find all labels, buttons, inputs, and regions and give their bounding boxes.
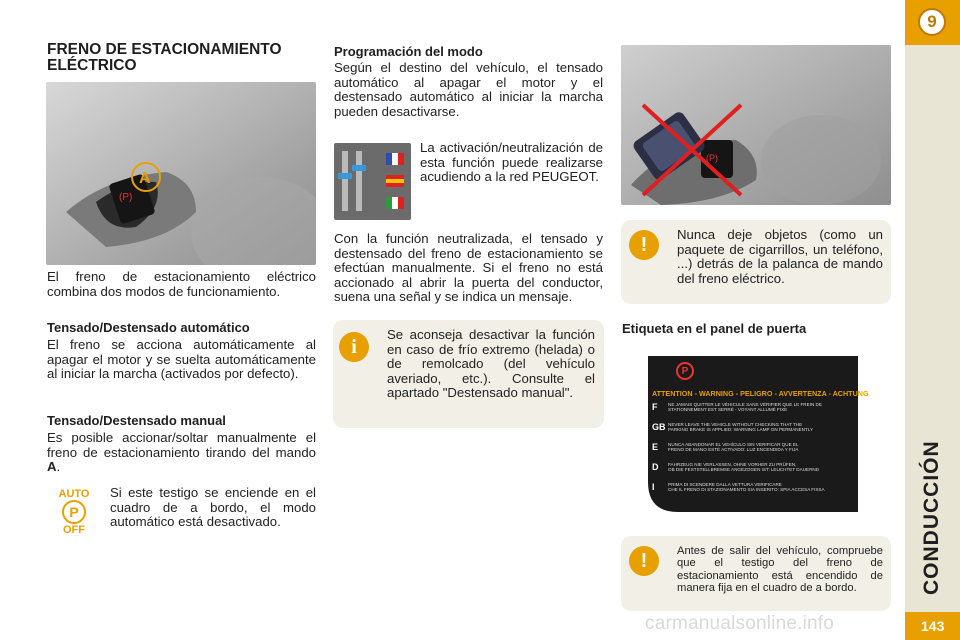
warning-icon-objects: ! <box>629 230 659 260</box>
programming-heading: Programación del modo <box>334 44 483 59</box>
auto-off-warning-icon <box>52 488 96 540</box>
manual-heading: Tensado/Destensado manual <box>47 413 226 428</box>
manual-text-ref: A <box>47 459 57 475</box>
door-label-row-line2: STATIONNEMENT EST SERRÉ - VOYANT ALLUMÉ FIXE <box>668 407 788 413</box>
programming-text2: La activación/neutralización de esta función puede realizarse acudiendo a la red PEUGEOT. <box>420 140 603 185</box>
section-title: CONDUCCIÓN <box>920 440 943 595</box>
door-label-row-line2: PARKING BRAKE IS APPLIED: WARNING LAMP ON PERMANENTLY <box>668 427 814 433</box>
door-label-row <box>652 482 856 502</box>
page-title-line2: ELÉCTRICO <box>47 57 137 74</box>
warning-check-text: Antes de salir del vehículo, compruebe que el testigo del freno de estacionamiento está encendido de manera fija en el cuadro de a bordo. <box>677 545 883 594</box>
photo-label-a: A <box>139 170 151 187</box>
chapter-number: 9 <box>927 12 937 31</box>
page-title <box>47 42 327 74</box>
door-label-row-code: F <box>652 402 658 412</box>
door-label-row-line1: FAHRZEUG NIE VERLASSEN, OHNE VORHER ZU PRÜFEN, <box>668 462 797 467</box>
forbidden-objects-photo <box>621 45 891 205</box>
door-label-row <box>652 402 856 422</box>
door-label-row-line2: OB DIE FESTSTELLBREMSE ANGEZOGEN IST: LEUCHTET DAUERND <box>668 467 820 473</box>
auto-off-icon-symbol: P <box>69 504 79 520</box>
warning-objects-text: Nunca deje objetos (como un paquete de cigarrillos, un teléfono, ...) detrás de la palanca de mando del freno eléctrico. <box>677 227 883 286</box>
programming-text1: Según el destino del vehículo, el tensado automático al apagar el motor y el destensado automático al iniciar la marcha pueden desactivarse. <box>334 60 603 119</box>
info-text: Se aconseja desactivar la función en caso de frío extremo (helada) o de remolcado (del vehículo averiado, etc.). Consulte el apartado "Destensado manual". <box>387 327 595 401</box>
auto-off-icon-bottom: OFF <box>63 524 85 536</box>
door-label-row-line1: NEVER LEAVE THE VEHICLE WITHOUT CHECKING THAT THE <box>668 422 803 427</box>
auto-off-text: Si este testigo se enciende en el cuadro de a bordo, el modo automático está desactivado. <box>110 485 316 530</box>
auto-heading: Tensado/Destensado automático <box>47 320 250 335</box>
door-label-row-line1: NUNCA ABANDONAR EL VEHÍCULO SIN VERIFICAR QUE EL <box>668 442 799 447</box>
door-label-row-text <box>668 422 813 442</box>
door-label-row <box>652 462 856 482</box>
door-label-rows <box>652 402 856 502</box>
door-label-brake-symbol <box>676 362 694 380</box>
info-icon: i <box>339 332 369 362</box>
svg-text:(P): (P) <box>706 153 718 163</box>
page-number: 143 <box>921 618 945 634</box>
door-label-row-text <box>668 462 819 482</box>
page-number-box <box>905 612 960 640</box>
auto-off-icon-top: AUTO <box>58 488 90 500</box>
door-label-header: ATTENTION - WARNING - PELIGRO - AVVERTENZA - ACHTUNG <box>652 389 869 398</box>
door-label-row-text <box>668 402 822 422</box>
door-label-row <box>652 442 856 462</box>
door-label-row-code: E <box>652 442 659 452</box>
watermark: carmanualsonline.info <box>645 613 835 634</box>
auto-text: El freno se acciona automáticamente al apagar el motor y se suelta automáticamente al iniciar la marcha (activados por defecto). <box>47 337 316 382</box>
door-label-row <box>652 422 856 442</box>
warning-box-check <box>621 536 891 611</box>
door-panel-label <box>648 356 869 512</box>
auto-off-icon-symbol-ring <box>62 500 86 524</box>
door-label-row-line2: CHE IL FRENO DI STAZIONAMENTO SIA INSERITO: SPIA ACCESA FISSA <box>668 487 825 493</box>
diagnostic-tool-icon <box>334 143 411 220</box>
door-label-heading: Etiqueta en el panel de puerta <box>622 321 807 336</box>
door-label-row-code: D <box>652 462 659 472</box>
door-label-row-code: I <box>652 482 655 492</box>
info-box <box>333 320 604 428</box>
intro-text: El freno de estacionamiento eléctrico combina dos modos de funcionamiento. <box>47 269 316 299</box>
warning-icon-check: ! <box>629 546 659 576</box>
manual-text <box>47 431 316 475</box>
chapter-number-badge <box>918 8 946 36</box>
warning-box-objects <box>621 220 891 304</box>
svg-text:(P): (P) <box>119 192 133 203</box>
door-label-symbol-text: P <box>681 365 689 377</box>
parking-brake-photo <box>46 82 316 265</box>
manual-text-body: Es posible accionar/soltar manualmente el freno de estacionamiento tirando del mando <box>47 430 316 460</box>
door-label-row-line1: NE JAMAIS QUITTER LE VÉHICULE SANS VÉRIFIER QUE LE FREIN DE <box>668 402 822 407</box>
door-label-row-text <box>668 482 825 502</box>
door-label-row-line1: PRIMA DI SCENDERE DALLA VETTURA VERIFICARE <box>668 482 782 487</box>
manual-text-end: . <box>56 459 61 475</box>
door-label-row-text <box>668 442 799 462</box>
page-title-line1: FRENO DE ESTACIONAMIENTO <box>47 41 282 58</box>
door-label-row-code: GB <box>652 422 666 432</box>
programming-text3: Con la función neutralizada, el tensado y destensado del freno de estacionamiento se efectúan manualmente. Si el freno no está accionado al abrir la puerta del conductor, suena una señal y se indica un mensaje. <box>334 231 603 305</box>
door-label-row-line2: FRENO DE MANO ESTÉ ACTIVADO: LUZ ENCENDIDA Y FIJA <box>668 447 799 453</box>
